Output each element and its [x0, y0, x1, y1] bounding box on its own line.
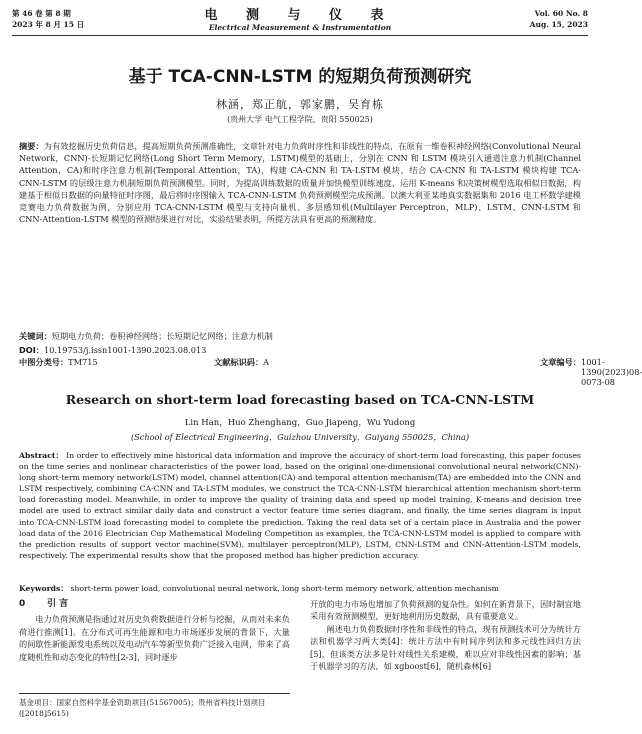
journal-name-cn: 电 测 与 仪 表	[204, 8, 396, 23]
clc-value: TM715	[68, 357, 98, 367]
paper-title-cn: 基于 TCA-CNN-LSTM 的短期负荷预测研究	[128, 67, 472, 87]
clc-label: 中图分类号：	[19, 357, 69, 367]
body-column-right	[310, 598, 581, 672]
abstract-en-label: Abstract：	[19, 451, 64, 460]
intro-paragraph-1-cont: 开放的电力市场也增加了负荷预测的复杂性。如何在新背景下，因时制宜地采用有效预测模型，更好地利用历史数据，具有重要意义。	[310, 599, 581, 622]
abstract-cn-text: 为有效挖掘历史负荷信息，提高短期负荷预测准确性，文章针对电力负荷时序性和非线性的特点，在原有一维卷积神经网络(Convolutional Neural Network，CNN)-长短期记忆网络(Long Short Term Memory，LSTM)模型的基础上，分别在 CNN 和 LSTM 模块引入通道注意力机制(Channel Attention，CA)和时序注意力机制(Temporal Attention，TA)，构建 CA-CNN 和 TA-LSTM 模块，结合 CA-CNN 和 TA-LSTM 模块构建 TCA-CNN-LSTM 的层级注意力机制短期负荷预测模型。同时，为提高训练数据的质量并加快模型训练速度，运用 K-means 和决策树模型选取相似日数据，构建基于相似日数据的向量特征时序图，最后将时序图输入 TCA-CNN-LSTM 负荷预测模型完成预测。以澳大利亚某地真实数据集和 2016 电工杯数学建模竞赛电力负荷数据为例，分别应用 TCA-CNN-LSTM 模型与支持向量机、多层感知机(Multilayer Perceptron，MLP)、LSTM、CNN-LSTM 和 CNN-Attention-LSTM 模型的预测结果进行对比，实验结果表明，所提方法具有更高的预测精度。	[19, 141, 581, 225]
keywords-en	[19, 583, 581, 594]
abstract-en	[19, 450, 581, 581]
document-code	[214, 357, 270, 368]
doi-label: DOI：	[19, 345, 44, 355]
article-no-value: 1001-1390(2023)08-0073-08	[581, 357, 642, 387]
classification-line	[19, 357, 642, 387]
running-header	[12, 8, 588, 42]
intro-paragraph-1: 电力负荷预测是指通过对历史负荷数据进行分析与挖掘，从而对未来负荷进行推测[1]。在分布式可再生能源和电力市场逐步发展的背景下，大量的间歇性新能源发电系统以及电动汽车等新型负荷广泛接入电网，带来了高度随机性和动态变化的特性[2-3]，同时逐步	[19, 614, 290, 662]
authors-cn: 林涵，郑正航，郭家鹏，吴育栋	[216, 98, 384, 111]
doc-code-value: A	[263, 357, 270, 367]
date-en: Aug. 15, 2023	[529, 20, 588, 29]
volume-cn: 第 46 卷 第 8 期	[12, 9, 71, 18]
abstract-cn-label: 摘要：	[19, 141, 44, 151]
date-cn: 2023 年 8 月 15 日	[12, 20, 85, 29]
keywords-cn-text: 短期电力负荷；卷积神经网络；长短期记忆网络；注意力机制	[51, 331, 273, 341]
keywords-en-label: Keywords：	[19, 584, 69, 593]
affiliation-cn: (贵州大学 电气工程学院，贵阳 550025)	[227, 115, 373, 124]
keywords-cn-label: 关键词：	[19, 331, 52, 341]
doc-code-label: 文献标识码：	[214, 357, 264, 367]
keywords-cn	[19, 330, 581, 342]
section-title: 引 言	[47, 599, 69, 609]
section-heading	[19, 598, 290, 610]
clc-number	[19, 357, 98, 368]
article-number	[540, 357, 642, 387]
paper-title-en: Research on short-term load forecasting based on TCA-CNN-LSTM	[65, 392, 535, 407]
footnote: 基金项目：国家自然科学基金资助项目(51567005)；贵州省科技计划项目([2018]5615)	[19, 693, 290, 719]
affiliation-en: (School of Electrical Engineering，Guizhou University，Guiyang 550025，China)	[130, 432, 470, 442]
journal-name-en: Electrical Measurement & Instrumentation	[208, 23, 392, 32]
keywords-en-text: short-term power load, convolutional neural network, long short-term memory network, attention mechanism	[70, 584, 499, 593]
article-no-label: 文章编号：	[540, 357, 581, 367]
intro-paragraph-2: 阐述电力负荷数据时序性和非线性的特点，现有预测技术可分为统计方法和机器学习两大类[4]：统计方法中有时间序列法和多元线性回归方法[5]，但该类方法多是针对线性关系建模，难以应对非线性因素的影响；基于机器学习的方法，如 xgboost[6]，随机森林[6]	[310, 623, 581, 672]
authors-en: Lin Han，Huo Zhenghang，Guo Jiapeng，Wu Yudong	[184, 418, 416, 428]
abstract-en-text: In order to effectively mine historical data information and improve the accuracy of short-term load forecasting, this paper focuses on the time series and nonlinear characteristics of the power load, based on the original one-dimensional convolutional neural network(CNN)-long short-term memory network(LSTM) model, channel attention(CA) and temporal attention mechanism(TA) are embedded into the CNN and LSTM respectively, combining CA-CNN and TA-LSTM modules, we construct the TCA-CNN-LSTM hierarchical attention mechanism short-term load forecasting model. Meanwhile, in order to improve the quality of training data and speed up model training, K-means and decision tree model are used to extract similar daily data and construct a vector feature time series diagram, and finally, the time series diagram is input into TCA-CNN-LSTM load forecasting model to complete the prediction. Taking the real data set of a certain place in Australia and the power load data of the 2016 Electrician Cup Mathematical Modeling Competition as examples, the TCA-CNN-LSTM model is applied to compare with the prediction results of support vector machine(SVM), multilayer perceptron(MLP), LSTM, CNN-LSTM and CNN-Attention-LSTM models, respectively. The experimental results show that the proposed method has higher prediction accuracy.	[19, 451, 581, 560]
volume-en: Vol. 60 No. 8	[534, 9, 588, 18]
header-rule	[12, 35, 588, 36]
header-center	[12, 8, 588, 33]
doi-value: 10.19753/j.issn1001-1390.2023.08.013	[44, 345, 207, 355]
body-column-left	[19, 598, 290, 663]
section-number: 0	[19, 599, 26, 609]
doi-line	[19, 344, 581, 356]
header-right	[530, 8, 588, 30]
abstract-cn	[19, 140, 581, 324]
